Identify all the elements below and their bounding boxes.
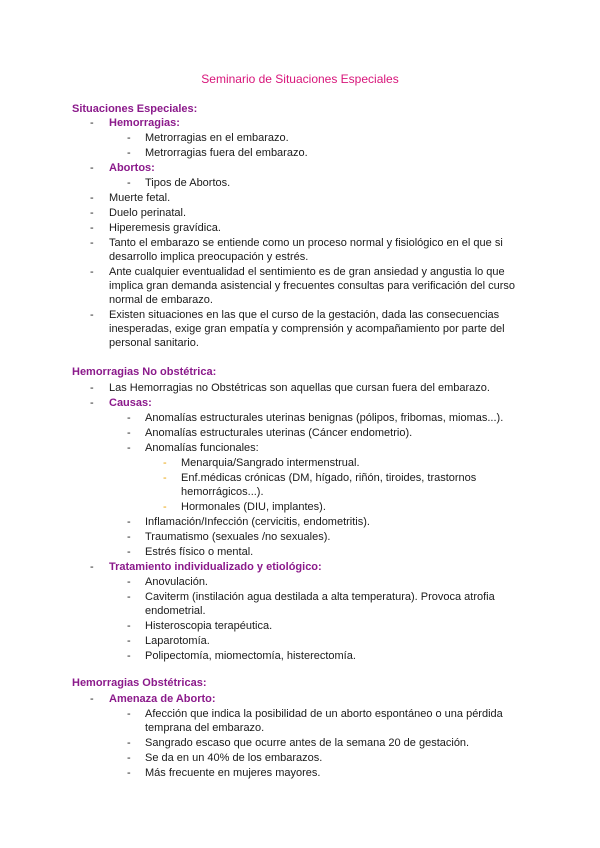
list-item: Enf.médicas crónicas (DM, hígado, riñón, tiroides, trastornos	[181, 472, 477, 484]
list-item: Duelo perinatal.	[109, 207, 187, 219]
list-item: Traumatismo (sexuales /no sexuales).	[145, 531, 331, 543]
bullet: -	[127, 147, 131, 159]
bullet: -	[127, 737, 131, 749]
bullet: -	[127, 650, 131, 662]
subheading-amenaza: Amenaza de Aborto:	[109, 693, 216, 705]
bullet: -	[90, 397, 94, 409]
list-item: Anomalías estructurales uterinas benignas (pólipos, fribomas, miomas...).	[145, 412, 504, 424]
bullet: -	[127, 177, 131, 189]
list-item-cont: desarrollo implica preocupación y estrés.	[109, 251, 309, 263]
bullet: -	[90, 207, 94, 219]
bullet: -	[127, 576, 131, 588]
subheading-tratamiento: Tratamiento individualizado y etiológico:	[109, 561, 322, 573]
list-item: Hormonales (DIU, implantes).	[181, 501, 326, 513]
list-item-cont: endometrial.	[145, 605, 206, 617]
list-item: Metrorragias en el embarazo.	[145, 132, 289, 144]
list-item: Caviterm (instilación agua destilada a alta temperatura). Provoca atrofia	[145, 591, 495, 603]
bullet: -	[127, 412, 131, 424]
list-item: Anomalías funcionales:	[145, 442, 259, 454]
section-heading-situaciones: Situaciones Especiales:	[72, 103, 198, 115]
list-item-cont: normal de embarazo.	[109, 294, 213, 306]
list-item: Inflamación/Infección (cervicitis, endometritis).	[145, 516, 370, 528]
bullet: -	[127, 132, 131, 144]
bullet: -	[163, 457, 167, 469]
bullet: -	[127, 620, 131, 632]
bullet: -	[127, 708, 131, 720]
list-item: Menarquia/Sangrado intermenstrual.	[181, 457, 360, 469]
list-item: Tipos de Abortos.	[145, 177, 231, 189]
list-item: Las Hemorragias no Obstétricas son aquellas que cursan fuera del embarazo.	[109, 382, 490, 394]
list-item-cont: personal sanitario.	[109, 337, 199, 349]
bullet: -	[127, 442, 131, 454]
list-item: Existen situaciones en las que el curso de la gestación, dada las consecuencias	[109, 309, 500, 321]
bullet: -	[127, 591, 131, 603]
bullet: -	[90, 561, 94, 573]
bullet: -	[127, 752, 131, 764]
list-item: Anovulación.	[145, 576, 208, 588]
bullet: -	[90, 237, 94, 249]
list-item: Estrés físico o mental.	[145, 546, 254, 558]
subheading-causas: Causas:	[109, 397, 152, 409]
list-item-cont: hemorrágicos...).	[181, 486, 264, 498]
list-item: Hiperemesis gravídica.	[109, 222, 221, 234]
list-item: Polipectomía, miomectomía, histerectomía.	[145, 650, 356, 662]
bullet: -	[90, 693, 94, 705]
subheading-abortos: Abortos:	[109, 162, 155, 174]
section-heading-obstetricas: Hemorragias Obstétricas:	[72, 677, 207, 689]
page-title: Seminario de Situaciones Especiales	[201, 72, 399, 86]
list-item: Laparotomía.	[145, 635, 210, 647]
bullet: -	[90, 266, 94, 278]
bullet: -	[90, 382, 94, 394]
list-item: Afección que indica la posibilidad de un aborto espontáneo o una pérdida	[145, 708, 503, 720]
list-item: Anomalías estructurales uterinas (Cáncer endometrio).	[145, 427, 413, 439]
list-item-cont: implica gran demanda asistencial y frecuentes consultas para verificación del curso	[109, 280, 515, 292]
bullet: -	[90, 117, 94, 129]
bullet: -	[127, 767, 131, 779]
bullet: -	[127, 516, 131, 528]
bullet: -	[163, 472, 167, 484]
list-item: Más frecuente en mujeres mayores.	[145, 767, 321, 779]
bullet: -	[127, 427, 131, 439]
list-item-cont: temprana del embarazo.	[145, 722, 265, 734]
section-heading-no-obstetrica: Hemorragias No obstétrica:	[72, 366, 217, 378]
bullet: -	[90, 309, 94, 321]
bullet: -	[163, 501, 167, 513]
bullet: -	[90, 222, 94, 234]
list-item: Ante cualquier eventualidad el sentimiento es de gran ansiedad y angustia lo que	[109, 266, 505, 278]
bullet: -	[127, 635, 131, 647]
list-item: Se da en un 40% de los embarazos.	[145, 752, 323, 764]
list-item-cont: inesperadas, exige gran empatía y comprensión y acompañamiento por parte del	[109, 323, 505, 335]
list-item: Metrorragias fuera del embarazo.	[145, 147, 308, 159]
list-item: Sangrado escaso que ocurre antes de la semana 20 de gestación.	[145, 737, 470, 749]
bullet: -	[127, 546, 131, 558]
bullet: -	[90, 192, 94, 204]
subheading-hemorragias: Hemorragias:	[109, 117, 180, 129]
list-item: Histeroscopia terapéutica.	[145, 620, 273, 632]
bullet: -	[90, 162, 94, 174]
list-item: Tanto el embarazo se entiende como un proceso normal y fisiológico en el que si	[109, 237, 503, 249]
bullet: -	[127, 531, 131, 543]
list-item: Muerte fetal.	[109, 192, 171, 204]
